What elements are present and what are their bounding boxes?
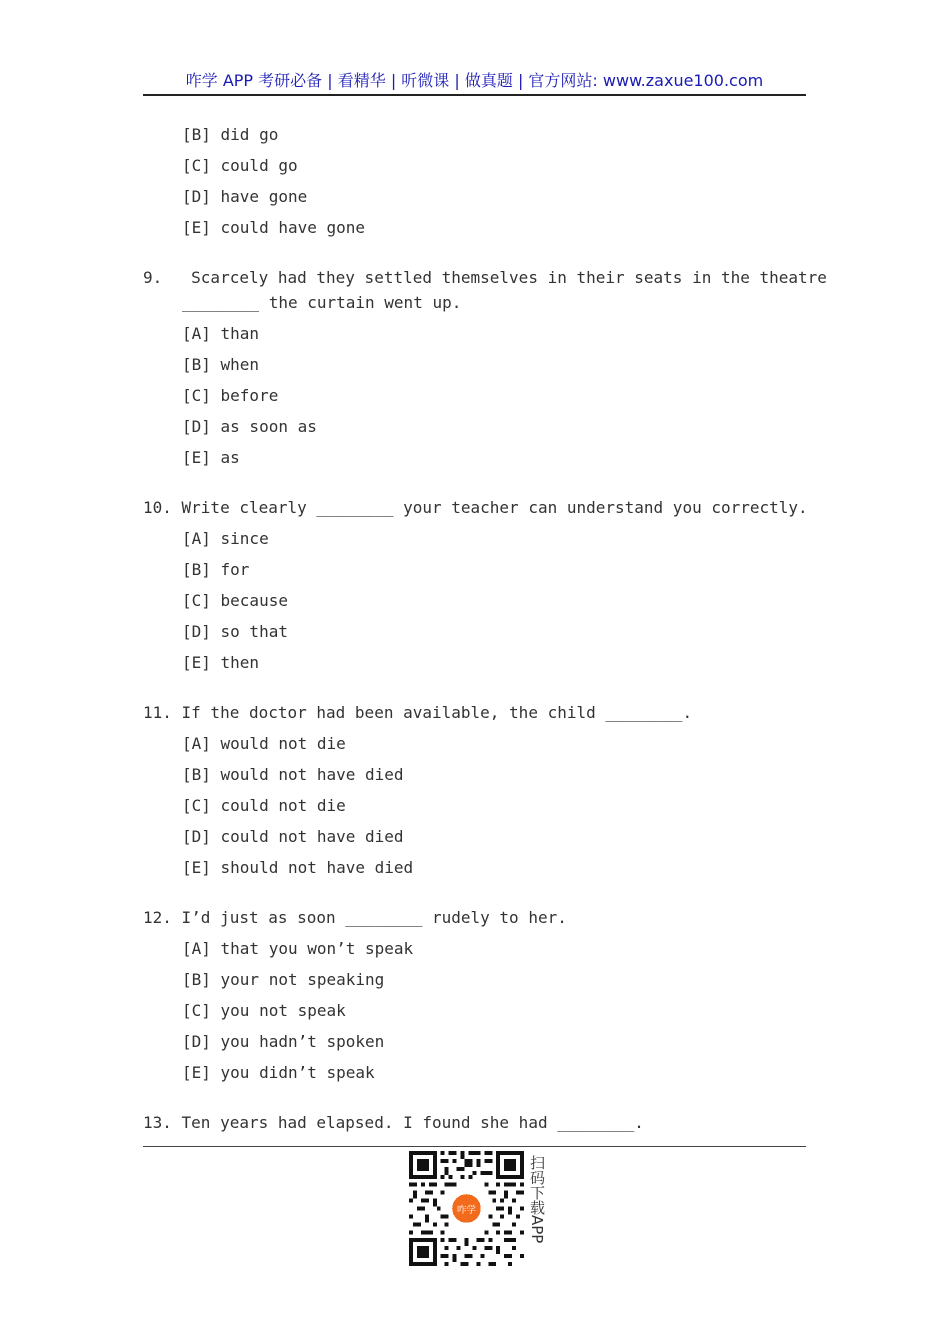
answer-option: [C] could go: [182, 156, 298, 175]
answer-option: [C] you not speak: [182, 1001, 346, 1020]
qr-logo-text: 咋学: [456, 1204, 477, 1216]
question-stem: 13. Ten years had elapsed. I found she had ________.: [143, 1113, 644, 1132]
question-stem: 10. Write clearly ________ your teacher can understand you correctly.: [143, 498, 808, 517]
answer-option: [B] for: [182, 560, 250, 579]
answer-option: [B] would not have died: [182, 765, 404, 784]
qr-download-label: 扫码下载APP: [528, 1155, 546, 1244]
answer-option: [C] could not die: [182, 796, 346, 815]
footer-divider: [143, 1146, 806, 1147]
answer-option: [B] did go: [182, 125, 279, 144]
answer-option: [E] should not have died: [182, 858, 414, 877]
answer-option: [E] then: [182, 653, 260, 672]
answer-option: [A] since: [182, 529, 269, 548]
qr-code-icon: [409, 1151, 524, 1266]
question-stem: 11. If the doctor had been available, the child ________.: [143, 703, 693, 722]
answer-option: [D] you hadn’t spoken: [182, 1032, 385, 1051]
answer-option: [E] as: [182, 448, 240, 467]
answer-option: [D] so that: [182, 622, 288, 641]
answer-option: [C] because: [182, 591, 288, 610]
answer-option: [D] as soon as: [182, 417, 317, 436]
page-header: 咋学 APP 考研必备 | 看精华 | 听微课 | 做真题 | 官方网站: www.zaxue100.com: [143, 68, 806, 96]
answer-option: [A] than: [182, 324, 260, 343]
answer-option: [D] have gone: [182, 187, 308, 206]
answer-option: [A] that you won’t speak: [182, 939, 414, 958]
answer-option: [B] when: [182, 355, 260, 374]
answer-option: [E] could have gone: [182, 218, 366, 237]
answer-option: [E] you didn’t speak: [182, 1063, 375, 1082]
answer-option: ________ the curtain went up.: [182, 293, 462, 312]
answer-option: [D] could not have died: [182, 827, 404, 846]
answer-option: [B] your not speaking: [182, 970, 385, 989]
question-stem: 12. I’d just as soon ________ rudely to her.: [143, 908, 567, 927]
answer-option: [C] before: [182, 386, 279, 405]
question-stem: 9. Scarcely had they settled themselves in their seats in the theatre: [143, 268, 827, 287]
answer-option: [A] would not die: [182, 734, 346, 753]
